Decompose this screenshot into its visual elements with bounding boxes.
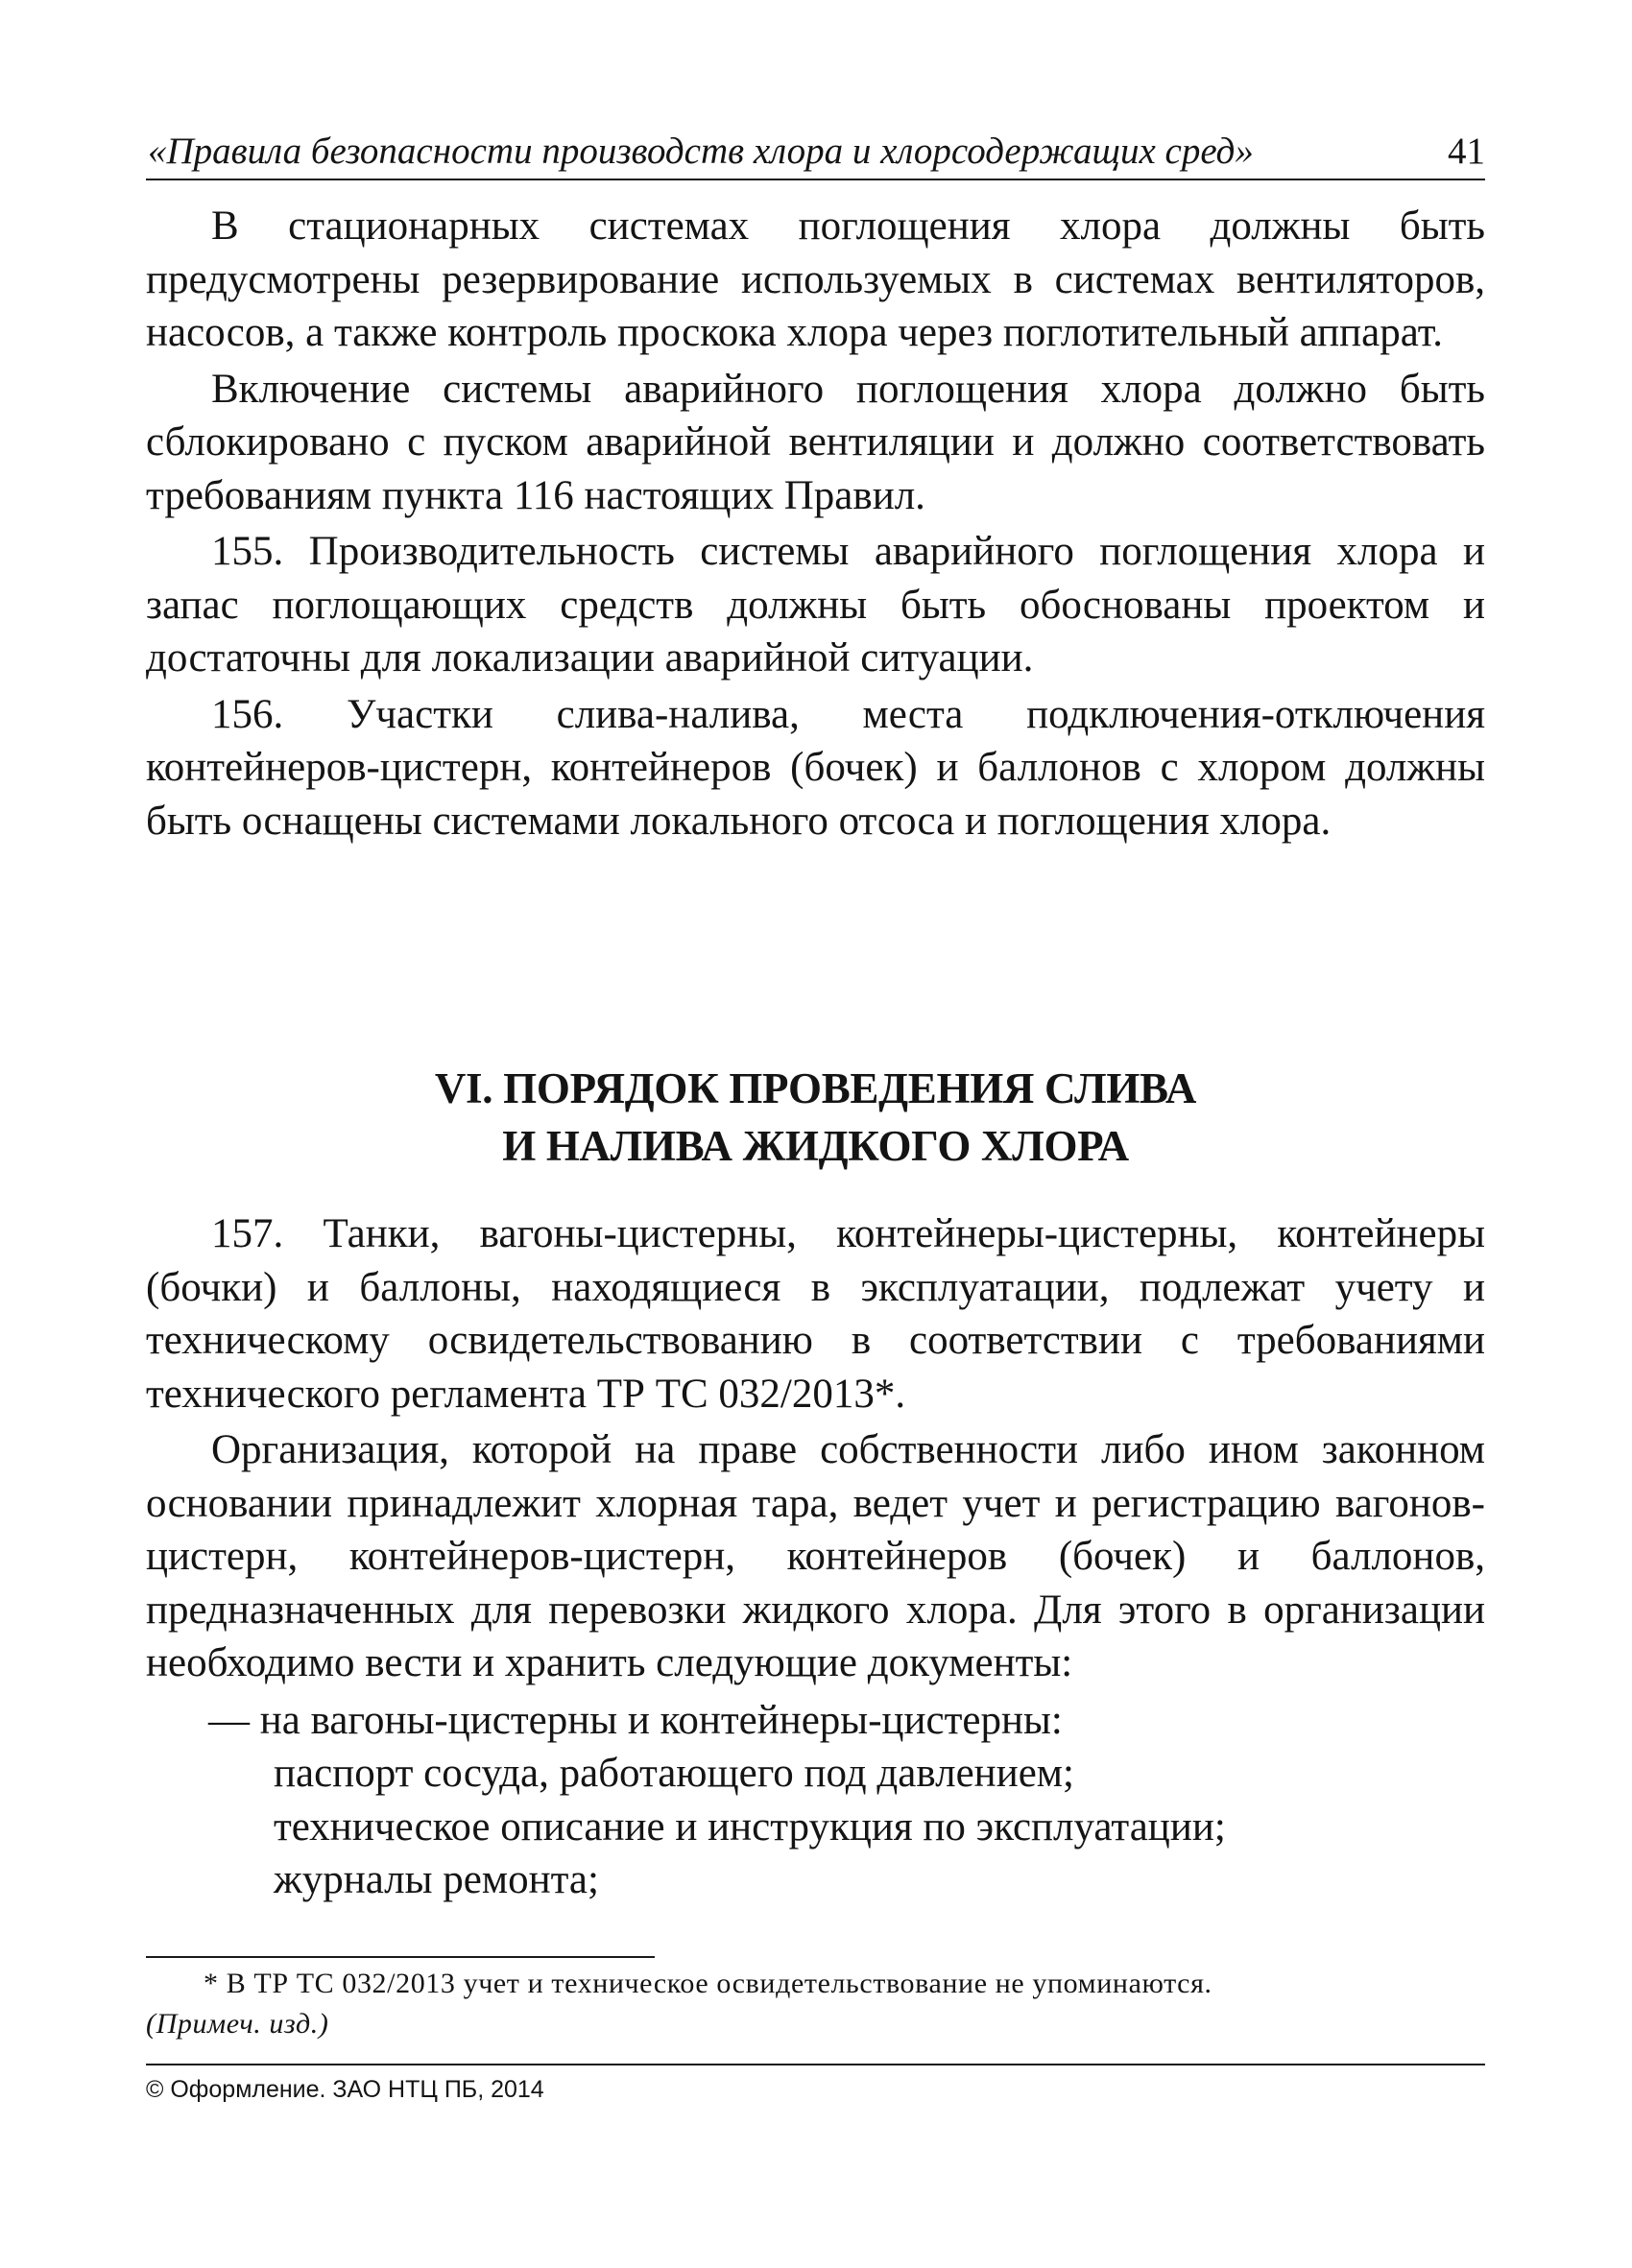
running-header — [146, 129, 1485, 180]
footnote-divider — [146, 1956, 655, 1958]
paragraph: Включение системы аварийного поглощения хлора должно быть сблокировано с пуском аварийной вентиляции и должно соответствовать требованиям пункта 116 настоящих Правил. — [146, 366, 1485, 518]
paragraph-157: 157. Танки, вагоны-цистерны, контейнеры-цистерны, контейнеры (бочки) и баллоны, находящиеся в эксплуатации, подлежат учету и техническому освидетельствованию в соответствии с требованиями технического регламента ТР ТС 032/2013*. — [146, 1211, 1485, 1417]
body-text-top — [146, 200, 1485, 848]
copyright-notice: © Оформление. ЗАО НТЦ ПБ, 2014 — [146, 2076, 544, 2103]
list-subitem: журналы ремонта; — [274, 1857, 599, 1902]
list-subitem: техническое описание и инструкция по эксплуатации; — [274, 1803, 1226, 1850]
bottom-divider — [146, 2064, 1485, 2065]
list-item: — на вагоны-цистерны и контейнеры-цистерны: — [208, 1697, 1063, 1743]
section-heading-line-1: VI. ПОРЯДОК ПРОВЕДЕНИЯ СЛИВА — [434, 1064, 1197, 1112]
section-heading — [146, 1060, 1485, 1175]
body-text-bottom — [146, 1207, 1485, 1907]
footnote-text: * В ТР ТС 032/2013 учет и техническое освидетельствование не упоминаются. — [204, 1968, 1212, 1999]
page-number: 41 — [1448, 131, 1485, 172]
footnote — [146, 1964, 1485, 2044]
paragraph-156: 156. Участки слива-налива, места подключения-отключения контейнеров-цистерн, контейнеров (бочек) и баллонов с хлором должны быть оснащены системами локального отсоса и поглощения хлора. — [146, 691, 1485, 844]
paragraph: Организация, которой на праве собственности либо ином законном основании принадлежит хлорная тара, ведет учет и регистрацию вагонов-цистерн, контейнеров-цистерн, контейнеров (бочек) и баллонов, предназначенных для перевозки жидкого хлора. Для этого в организации необходимо вести и хранить следующие документы: — [146, 1427, 1485, 1685]
running-title: «Правила безопасности производств хлора и хлорсодержащих сред» — [148, 131, 1254, 172]
list-subitem: паспорт сосуда, работающего под давлением; — [274, 1751, 1074, 1796]
paragraph-155: 155. Производительность системы аварийного поглощения хлора и запас поглощающих средств должны быть обоснованы проектом и достаточны для локализации аварийной ситуации. — [146, 529, 1485, 680]
footnote-note: (Примеч. изд.) — [146, 2008, 329, 2040]
section-heading-line-2: И НАЛИВА ЖИДКОГО ХЛОРА — [502, 1122, 1129, 1170]
paragraph: В стационарных системах поглощения хлора должны быть предусмотрены резервирование используемых в системах вентиляторов, насосов, а также контроль проскока хлора через поглотительный аппарат. — [146, 203, 1485, 355]
